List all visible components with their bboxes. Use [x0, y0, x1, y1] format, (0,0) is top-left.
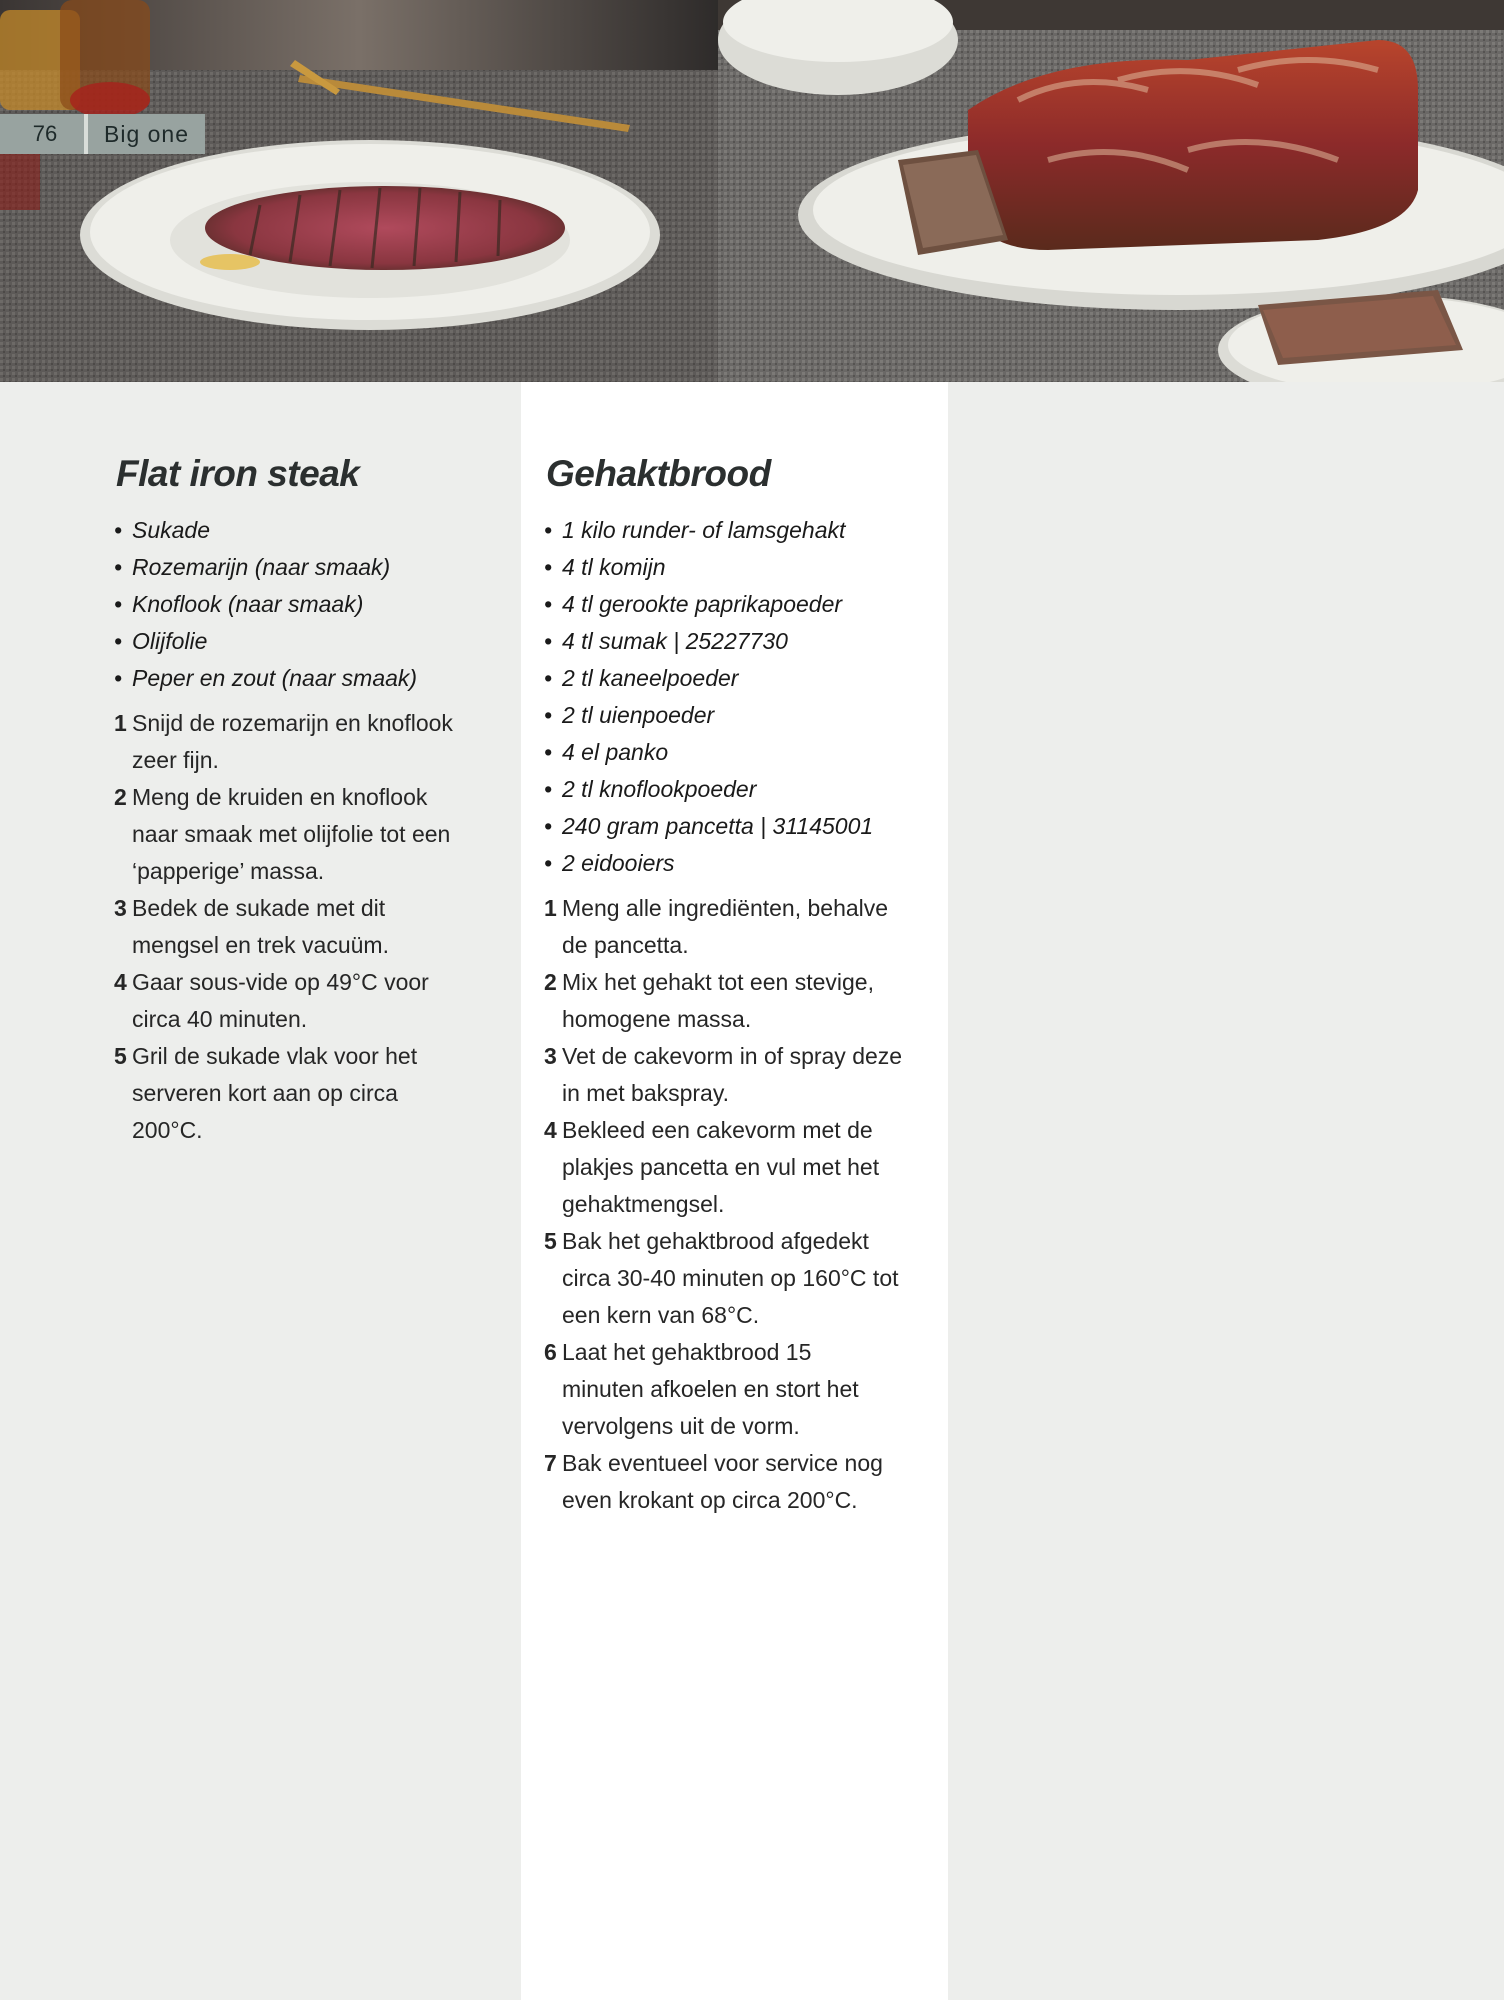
- step-text: Gril de sukade vlak voor het: [132, 1043, 418, 1069]
- step-item: [544, 1112, 924, 1149]
- step-item: [544, 1445, 924, 1482]
- recipe-title: Flat iron steak: [116, 453, 360, 494]
- ingredient-text: 2 eidooiers: [562, 850, 675, 876]
- bullet-icon: •: [544, 739, 553, 765]
- step-text: Meng de kruiden en knoflook: [132, 784, 428, 810]
- step-item: [544, 1038, 924, 1075]
- step-text: Meng alle ingrediënten, behalve: [562, 895, 889, 921]
- ingredient-list: [114, 512, 494, 697]
- ingredient-item: [544, 845, 924, 882]
- ingredient-text: 2 tl uienpoeder: [562, 702, 715, 728]
- header-photos: [0, 0, 1504, 382]
- ingredient-item: [114, 623, 494, 660]
- step-number: [114, 853, 132, 890]
- step-item: [544, 964, 924, 1001]
- step-number: 7: [544, 1450, 557, 1476]
- step-text: serveren kort aan op circa: [132, 1080, 398, 1106]
- step-item-continued: [544, 1297, 924, 1334]
- step-list: [114, 705, 494, 1149]
- step-text: naar smaak met olijfolie tot een: [132, 821, 451, 847]
- ingredient-text: Olijfolie: [132, 628, 208, 654]
- step-text: Bedek de sukade met dit: [132, 895, 386, 921]
- step-item: [114, 890, 494, 927]
- ingredient-item: [544, 771, 924, 808]
- step-item: [544, 1223, 924, 1260]
- ingredient-item: [544, 623, 924, 660]
- ingredient-text: 4 tl komijn: [562, 554, 666, 580]
- bullet-icon: •: [544, 628, 553, 654]
- bullet-icon: •: [544, 554, 553, 580]
- ingredient-text: Knoflook (naar smaak): [132, 591, 364, 617]
- ingredient-item: [114, 586, 494, 623]
- step-number: 2: [544, 969, 557, 995]
- step-item-continued: [114, 1001, 494, 1038]
- ingredient-item: [114, 512, 494, 549]
- step-number: [544, 1149, 562, 1186]
- bullet-icon: •: [114, 554, 123, 580]
- flat-iron-steak-photo: [0, 0, 718, 382]
- step-number: [114, 742, 132, 779]
- recipe-gehaktbrood: [544, 448, 924, 1519]
- step-number: [544, 1297, 562, 1334]
- bullet-icon: •: [544, 702, 553, 728]
- bullet-icon: •: [114, 517, 123, 543]
- ingredient-item: [544, 586, 924, 623]
- bullet-icon: •: [544, 517, 553, 543]
- ingredient-text: Sukade: [132, 517, 211, 543]
- ingredient-text: 4 tl gerookte paprikapoeder: [562, 591, 843, 617]
- step-item: [114, 1038, 494, 1075]
- ingredient-item: [544, 660, 924, 697]
- step-number: 5: [544, 1228, 557, 1254]
- step-item-continued: [114, 853, 494, 890]
- step-text: de pancetta.: [562, 932, 689, 958]
- step-number: [114, 1075, 132, 1112]
- step-item: [114, 705, 494, 742]
- step-number: [544, 1186, 562, 1223]
- bullet-icon: •: [544, 665, 553, 691]
- step-item: [114, 779, 494, 816]
- step-number: [544, 1408, 562, 1445]
- step-text: Mix het gehakt tot een stevige,: [562, 969, 874, 995]
- step-number: [544, 927, 562, 964]
- bullet-icon: •: [114, 628, 123, 654]
- step-text: Bak het gehaktbrood afgedekt: [562, 1228, 869, 1254]
- ingredient-text: Rozemarijn (naar smaak): [132, 554, 391, 580]
- bullet-icon: •: [544, 813, 553, 839]
- step-item-continued: [544, 1001, 924, 1038]
- step-item-continued: [544, 1075, 924, 1112]
- ingredient-text: 4 el panko: [562, 739, 669, 765]
- step-item-continued: [114, 927, 494, 964]
- step-number: 1: [544, 895, 557, 921]
- recipe-flat-iron-steak: [114, 448, 494, 1149]
- step-number: [544, 1075, 562, 1112]
- step-number: 1: [114, 710, 127, 736]
- ingredient-item: [544, 734, 924, 771]
- recipe-title: Gehaktbrood: [546, 453, 771, 494]
- step-number: 2: [114, 784, 127, 810]
- step-number: [114, 816, 132, 853]
- step-text: Bak eventueel voor service nog: [562, 1450, 883, 1476]
- step-item-continued: [114, 742, 494, 779]
- ingredient-item: [114, 660, 494, 697]
- ingredient-item: [544, 808, 924, 845]
- step-text: 200°C.: [132, 1117, 203, 1143]
- step-text: een kern van 68°C.: [562, 1302, 760, 1328]
- step-number: 4: [544, 1117, 557, 1143]
- bullet-icon: •: [544, 850, 553, 876]
- bullet-icon: •: [114, 591, 123, 617]
- step-item-continued: [114, 1075, 494, 1112]
- step-text: mengsel en trek vacuüm.: [132, 932, 389, 958]
- ingredient-text: 2 tl knoflookpoeder: [562, 776, 757, 802]
- step-number: 6: [544, 1339, 557, 1365]
- ingredient-item: [544, 512, 924, 549]
- step-text: Snijd de rozemarijn en knoflook: [132, 710, 453, 736]
- ingredient-text: 1 kilo runder- of lamsgehakt: [562, 517, 846, 543]
- bullet-icon: •: [114, 665, 123, 691]
- step-text: circa 40 minuten.: [132, 1006, 308, 1032]
- ingredient-item: [544, 549, 924, 586]
- ingredient-text: Peper en zout (naar smaak): [132, 665, 418, 691]
- step-text: zeer fijn.: [132, 747, 219, 773]
- step-text: Gaar sous-vide op 49°C voor: [132, 969, 429, 995]
- step-item-continued: [544, 1482, 924, 1519]
- step-number: [114, 1112, 132, 1149]
- step-text: vervolgens uit de vorm.: [562, 1413, 800, 1439]
- step-text: ‘papperige’ massa.: [132, 858, 325, 884]
- step-number: [114, 927, 132, 964]
- step-item-continued: [544, 927, 924, 964]
- step-item-continued: [544, 1186, 924, 1223]
- step-item: [544, 890, 924, 927]
- step-text: Bekleed een cakevorm met de: [562, 1117, 873, 1143]
- section-label: Big one: [88, 114, 205, 154]
- step-text: Vet de cakevorm in of spray deze: [562, 1043, 903, 1069]
- bullet-icon: •: [544, 591, 553, 617]
- page-tag: [0, 114, 205, 154]
- bullet-icon: •: [544, 776, 553, 802]
- step-text: circa 30-40 minuten op 160°C tot: [562, 1265, 899, 1291]
- step-number: 3: [114, 895, 127, 921]
- step-number: [544, 1001, 562, 1038]
- step-item-continued: [114, 1112, 494, 1149]
- page-number: 76: [0, 114, 84, 154]
- step-item-continued: [544, 1408, 924, 1445]
- ingredient-text: 2 tl kaneelpoeder: [562, 665, 739, 691]
- step-number: [114, 1001, 132, 1038]
- ingredient-text: 240 gram pancetta | 31145001: [562, 813, 874, 839]
- step-number: 3: [544, 1043, 557, 1069]
- step-item: [114, 964, 494, 1001]
- step-number: [544, 1260, 562, 1297]
- step-item-continued: [544, 1260, 924, 1297]
- step-item-continued: [544, 1149, 924, 1186]
- step-text: Laat het gehaktbrood 15: [562, 1339, 812, 1365]
- step-item: [544, 1334, 924, 1371]
- ingredient-item: [114, 549, 494, 586]
- step-text: gehaktmengsel.: [562, 1191, 725, 1217]
- ingredient-list: [544, 512, 924, 882]
- step-text: plakjes pancetta en vul met het: [562, 1154, 880, 1180]
- step-number: 5: [114, 1043, 127, 1069]
- step-number: [544, 1371, 562, 1408]
- step-number: [544, 1482, 562, 1519]
- step-list: [544, 890, 924, 1519]
- step-text: in met bakspray.: [562, 1080, 730, 1106]
- gehaktbrood-photo: [718, 0, 1504, 382]
- step-number: 4: [114, 969, 127, 995]
- step-text: minuten afkoelen en stort het: [562, 1376, 859, 1402]
- step-text: even krokant op circa 200°C.: [562, 1487, 858, 1513]
- step-item-continued: [544, 1371, 924, 1408]
- ingredient-text: 4 tl sumak | 25227730: [562, 628, 788, 654]
- step-item-continued: [114, 816, 494, 853]
- step-text: homogene massa.: [562, 1006, 752, 1032]
- ingredient-item: [544, 697, 924, 734]
